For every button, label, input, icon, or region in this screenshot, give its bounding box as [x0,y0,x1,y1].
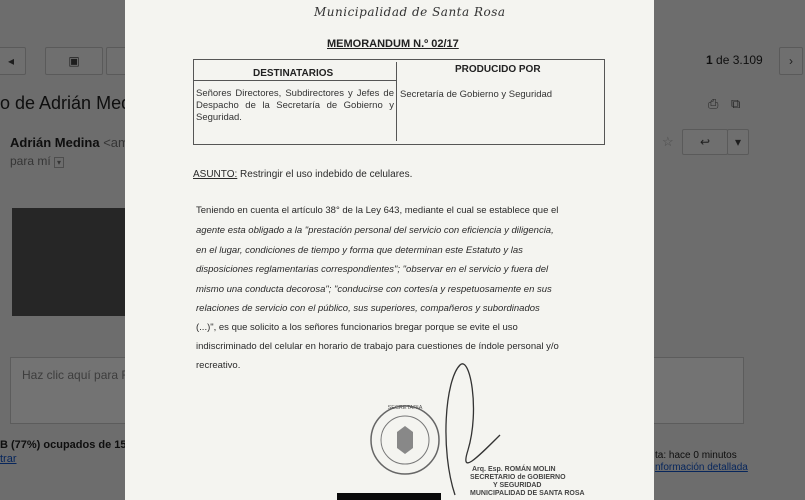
signatory-name: Arq. Esp. ROMÁN MOLIN [472,466,556,473]
signatory-role-2: Y SEGURIDAD [493,482,542,489]
memo-subject: ASUNTO: Restringir el uso indebido de celulares. [193,169,413,180]
body-line: agente esta obligado a la "prestación personal del servicio con eficiencia y diligencia, [196,225,554,236]
signatory-role: SECRETARIO de GOBIERNO [470,474,566,481]
body-line: recreativo. [196,360,241,371]
table-header-divider [193,80,396,81]
body-line: relaciones de servicio con el público, sus superiores, compañeros y subordinados [196,303,540,314]
lightbox-bottom-bar [337,493,441,500]
official-stamp [371,405,439,474]
producer-cell: Secretaría de Gobierno y Seguridad [400,89,553,100]
body-line: (...)", es que solicito a los señores funcionarios bregar porque se evite el uso [196,322,518,333]
recipients-header: DESTINATARIOS [253,68,334,79]
letterhead: Municipalidad de Santa Rosa [314,5,506,19]
body-line: en el lugar, condiciones de tiempo y forma que determinan este Estatuto y las [196,245,523,256]
body-line: indiscriminado del celular en horario de trabajo para cuestiones de índole personal y/o [196,341,559,352]
table-divider [396,62,397,141]
memo-title: MEMORANDUM N.º 02/17 [327,38,459,50]
body-line: mismo una conducta decorosa"; "conducirse con cortesía y respetuosamente en sus [196,284,552,295]
body-line: disposiciones reglamentarias correspondientes"; "observar en el servicio y fuera del [196,264,549,275]
svg-text:SECRETARIA: SECRETARIA [387,405,423,411]
recipients-cell: Señores Directores, Subdirectores y Jefes de Despacho de la Secretaría de Gobierno y Seguridad. [196,88,394,123]
body-line: Teniendo en cuenta el artículo 38° de la Ley 643, mediante el cual se establece que el [196,205,559,216]
producer-header: PRODUCIDO POR [455,64,541,75]
seal-emblem-icon [397,426,413,454]
signatory-municipality: MUNICIPALIDAD DE SANTA ROSA [470,490,585,497]
